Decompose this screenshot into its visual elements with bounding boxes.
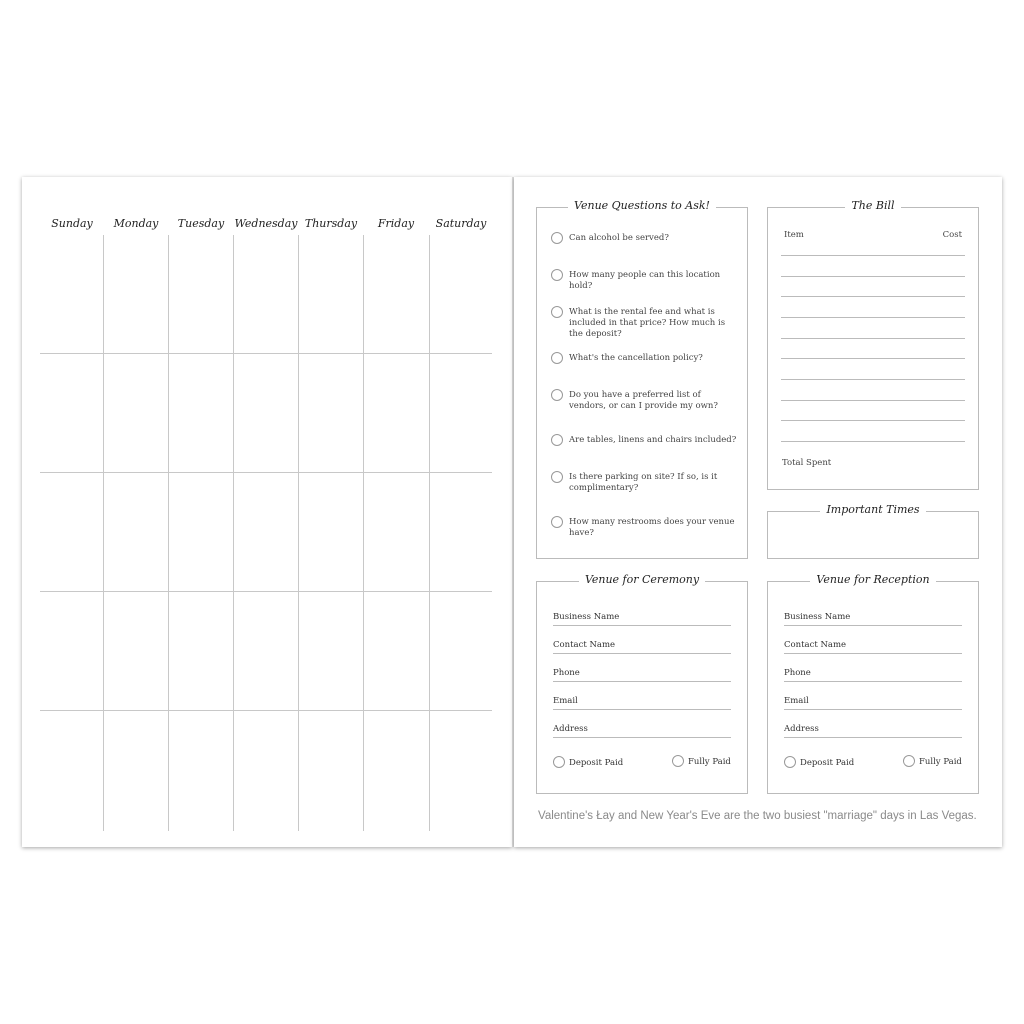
reception-venue-box: Venue for Reception Business Name Contact Name Phone Email Address Deposit Paid Fully Paid [767, 581, 979, 794]
day-name: Monday [113, 217, 159, 230]
calendar-column-divider [429, 235, 430, 831]
bill-line[interactable] [781, 420, 965, 421]
calendar-page [22, 177, 512, 847]
day-name: Thursday [304, 217, 358, 230]
day-name: Tuesday [177, 217, 225, 230]
day-name: Saturday [435, 217, 487, 230]
email-field[interactable]: Email [784, 696, 962, 706]
checkbox-circle[interactable] [551, 352, 563, 364]
contact-name-field[interactable]: Contact Name [553, 640, 731, 650]
bill-line[interactable] [781, 317, 965, 318]
calendar-column-divider [233, 235, 234, 831]
venue-planner-page [514, 177, 1002, 847]
bill-cost-header: Cost [942, 230, 962, 240]
day-name: Sunday [51, 217, 93, 230]
email-field[interactable]: Email [553, 696, 731, 706]
bill-box [767, 199, 979, 490]
phone-field[interactable]: Phone [553, 668, 731, 678]
important-times-title: Important Times [820, 503, 925, 516]
calendar-row-divider [40, 472, 492, 473]
bill-line[interactable] [781, 276, 965, 277]
bill-line[interactable] [781, 358, 965, 359]
bill-item-header: Item [784, 230, 804, 240]
checkbox-circle[interactable] [551, 306, 563, 318]
calendar-column-divider [168, 235, 169, 831]
day-name: Wednesday [234, 217, 298, 230]
checkbox-circle[interactable] [551, 434, 563, 446]
calendar-row-divider [40, 710, 492, 711]
calendar-row-divider [40, 353, 492, 354]
day-name: Friday [377, 217, 415, 230]
phone-field[interactable]: Phone [784, 668, 962, 678]
bill-line[interactable] [781, 400, 965, 401]
business-name-field[interactable]: Business Name [553, 612, 731, 622]
bill-total-label: Total Spent [782, 458, 832, 468]
bill-line[interactable] [781, 441, 965, 442]
ceremony-venue-title: Venue for Ceremony [579, 573, 705, 586]
ceremony-venue-box: Venue for Ceremony Business Name Contact Name Phone Email Address Deposit Paid Fully Paid [536, 581, 748, 794]
contact-name-field[interactable]: Contact Name [784, 640, 962, 650]
calendar-column-divider [298, 235, 299, 831]
bill-line[interactable] [781, 338, 965, 339]
checkbox-circle[interactable] [551, 516, 563, 528]
venue-questions-title: Venue Questions to Ask! [568, 199, 716, 212]
bill-line[interactable] [781, 296, 965, 297]
calendar-row-divider [40, 591, 492, 592]
bill-title: The Bill [845, 199, 900, 212]
important-times-box[interactable] [767, 503, 979, 559]
checkbox-circle[interactable] [551, 471, 563, 483]
address-field[interactable]: Address [784, 724, 962, 734]
checkbox-circle[interactable] [551, 232, 563, 244]
venue-questions-box: Venue Questions to Ask! Can alcohol be served? How many people can this location hold? What is the rental fee and what is included in that price? How much is the deposit? What's the cancellation policy? Do you have a preferred list of vendors, or can I provide my own? Are tables, linens and chairs included? Is there parking on site? If so, is it complimentary? How many restrooms does your venue have? [536, 207, 748, 559]
bill-line[interactable] [781, 255, 965, 256]
calendar-column-divider [363, 235, 364, 831]
checkbox-circle[interactable] [551, 269, 563, 281]
fun-fact-note: Valentine's Łay and New Year's Eve are the two busiest "marriage" days in Las Vegas. [538, 810, 977, 822]
checkbox-circle[interactable] [551, 389, 563, 401]
calendar-column-divider [103, 235, 104, 831]
reception-venue-title: Venue for Reception [810, 573, 935, 586]
business-name-field[interactable]: Business Name [784, 612, 962, 622]
bill-line[interactable] [781, 379, 965, 380]
address-field[interactable]: Address [553, 724, 731, 734]
